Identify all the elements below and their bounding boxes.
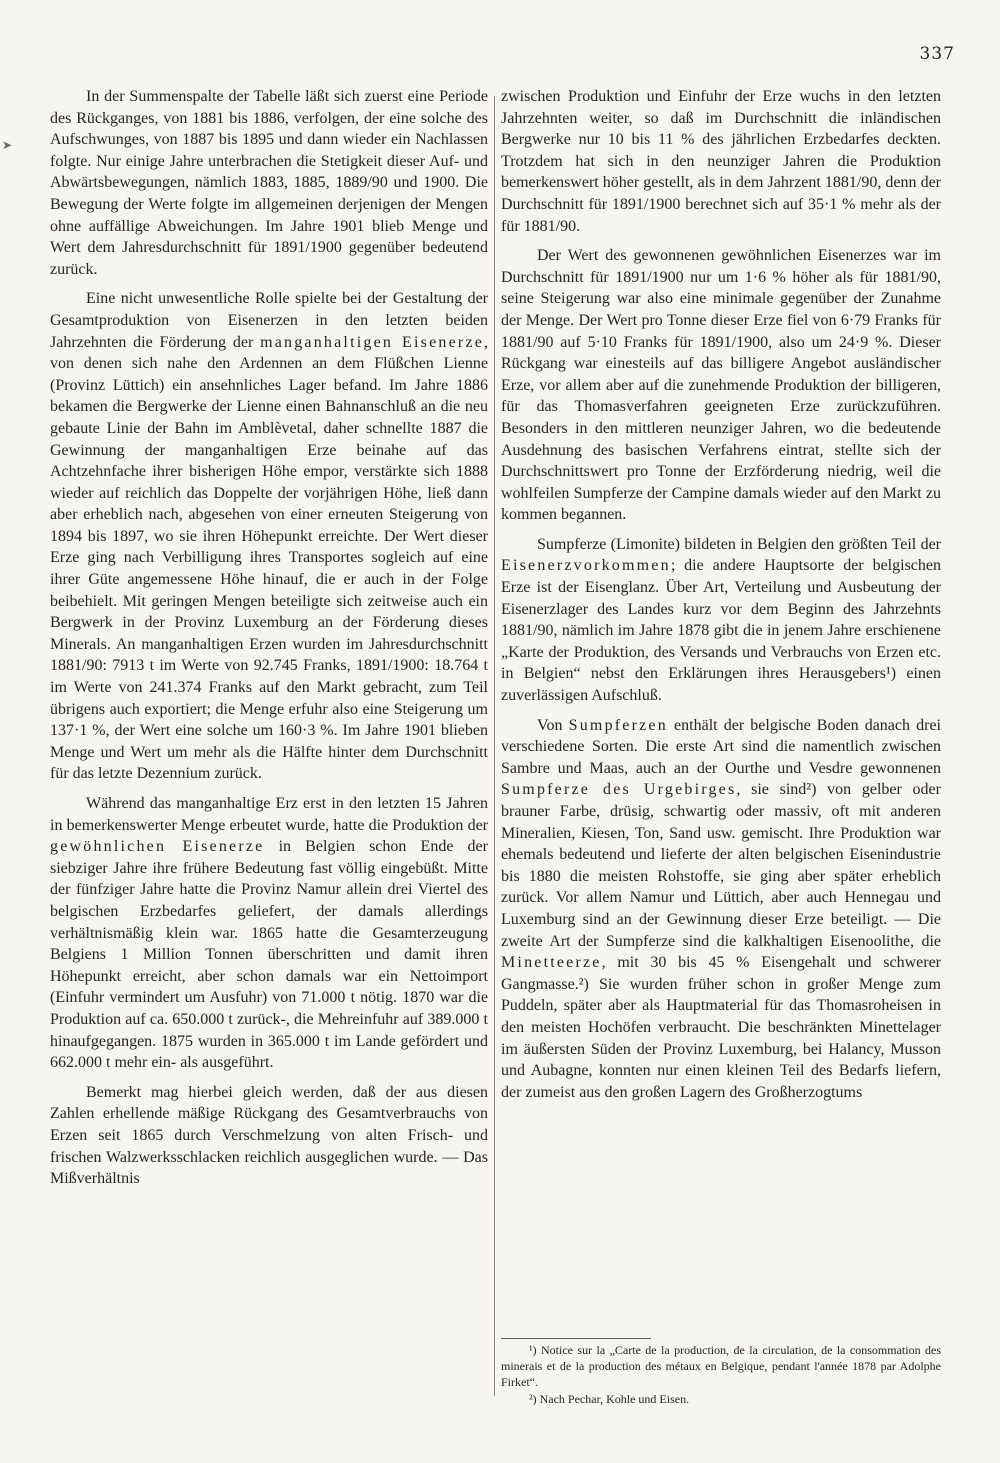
left-paragraph-2: Eine nicht unwesentliche Rolle spielte bei der Gestaltung der Gesamtproduktion von Eisenerzen in den letzten beiden Jahrzehnten die Förderung der manganhaltigen Eisenerze, von denen sich nahe den Ardennen an dem Flüßchen Lienne (Provinz Lüttich) ein ansehnliches Lager befand. Im Jahre 1886 bekamen die Bergwerke der Lienne einen Bahnanschluß an die neu gebaute Linie der Bahn im Amblèvetal, daher schnellte 1887 die Gewinnung der manganhaltigen Erze beinahe auf das Achtzehnfache ihrer bisherigen Höhe empor, verstärkte sich 1888 wieder auf reichlich das Doppelte der vorjährigen Höhe, ließ dann aber erheblich nach, abgesehen von einer erneuten Steigerung von 1894 bis 1897, wo sie ihren Höhepunkt erreichte. Der Wert dieser Erze ging nach Verbilligung ihres Transportes sogleich auf eine ihrer Güte angemessene Höhe hinauf, die er auch in der Folge beibehielt. Mit geringen Mengen beteiligte sich zeitweise auch ein Bergwerk in der Provinz Luxemburg an der Förderung dieses Minerals. An manganhaltigen Erzen wurden im Jahresdurchschnitt 1881/90: 7913 t im Werte von 92.745 Franks, 1891/1900: 18.764 t im Werte von 241.374 Franks auf den Markt gebracht, zum Teil übrigens auch exportiert; die Menge erfuhr also eine Steigerung um 137·1 %, der Wert eine solche um 160·3 %. Im Jahre 1901 blieben Menge und Wert um mehr als die Hälfte hinter dem Durchschnitt für das letzte Dezennium zurück.	[50, 290, 489, 783]
page-number: 337	[919, 44, 955, 64]
margin-arrow-mark: ➤	[2, 138, 13, 152]
left-paragraph-1: In der Summenspalte der Tabelle läßt sich zuerst eine Periode des Rückganges, von 1881 bis 1886, verfolgen, der eine solche des Aufschwunges, von 1887 bis 1895 und dann wieder ein Nachlassen folgte. Nur einige Jahre unterbrachen die Stetigkeit dieser Auf- und Abwärtsbewegungen, nämlich 1883, 1885, 1889/90 und 1900. Die Bewegung der Werte folgte im allgemeinen derjenigen der Mengen ohne auffällige Abweichungen. Im Jahre 1901 blieb Menge und Wert dem Jahresdurchschnitt für 1891/1900 gegenüber bedeutend zurück.	[50, 88, 488, 278]
footnote-1: ¹) Notice sur la „Carte de la production, de la circulation, de la consommation des minerais et de la production des métaux en Belgique, pendant l'année 1878 par Adolphe Firket“.	[501, 1343, 941, 1389]
footnote-2: ²) Nach Pechar, Kohle und Eisen.	[529, 1392, 690, 1406]
right-paragraph-4: Von Sumpferzen enthält der belgische Boden danach drei verschiedene Sorten. Die erste Art sind die namentlich zwischen Sambre und Maas, auch an der Ourthe und Vesdre gewonnenen Sumpferze des Urgebirges, sie sind²) von gelber oder brauner Farbe, drüsig, schwartig oder massiv, oft mit anderen Mineralien, Kiesen, Ton, Sand usw. gemischt. Ihre Produktion war ehemals bedeutend und lieferte der alten belgischen Eisenindustrie bis 1880 die meisten Rohstoffe, sie ging aber später erheblich zurück. Vor allem Namur und Lüttich, aber auch Hennegau und Luxemburg sind an der Gewinnung dieser Erze beteiligt. — Die zweite Art der Sumpferze sind die kalkhaltigen Eisenoolithe, die Minetteerze, mit 30 bis 45 % Eisengehalt und schwerer Gangmasse.²) Sie wurden früher schon in großer Menge zum Puddeln, später aber als Hauptmaterial für das Thomasroheisen in den meisten Hochöfen verbraucht. Die beschränkten Minettelager im äußersten Süden der Provinz Luxemburg, bei Halancy, Musson und Aubagne, konnten nur einen kleinen Teil des Bedarfs liefern, der zumeist aus den großen Lagern des Großherzogtums	[501, 716, 942, 1101]
left-paragraph-4: Bemerkt mag hierbei gleich werden, daß der aus diesen Zahlen erhellende mäßige Rückgang des Gesamtverbrauchs von Erzen seit 1865 durch Verschmelzung von alten Frisch- und frischen Walzwerksschlacken reichlich ausgeglichen wurde. — Das Mißverhältnis	[50, 1083, 488, 1188]
footnotes	[501, 1342, 941, 1408]
right-paragraph-3: Sumpferze (Limonite) bildeten in Belgien den größten Teil der Eisenerzvorkommen; die andere Hauptsorte der belgischen Erze ist der Eisenglanz. Über Art, Verteilung und Ausbeutung der Eisenerzlager des Landes kurz vor dem Beginn des Jahrzehnts 1881/90, nämlich im Jahre 1878 gibt die in jenem Jahre erschienene „Karte der Produktion, des Versands und Verbrauchs von Erzen etc. in Belgien“ nebst den Erklärungen ihres Herausgebers¹) einen zuverlässigen Aufschluß.	[501, 535, 941, 705]
right-column	[501, 86, 941, 1111]
left-column	[50, 86, 488, 1198]
right-paragraph-2: Der Wert des gewonnenen gewöhnlichen Eisenerzes war im Durchschnitt für 1891/1900 nur um 1·6 % höher als für 1881/90, seine Steigerung war also eine minimale gegenüber der Zunahme der Menge. Der Wert pro Tonne dieser Erze fiel von 6·79 Franks für 1881/90 auf 5·10 Franks für 1891/1900, also um 24·9 %. Dieser Rückgang war einesteils auf das billigere Angebot ausländischer Erze, vor allem aber auf die zunehmende Produktion der billigeren, für das Thomasverfahren geeigneten Erze zurückzuführen. Besonders in den mittleren neunziger Jahren, wo die bedeutende Ausdehnung des basischen Verfahrens eintrat, stellte sich der Durchschnittswert pro Tonne der Erzförderung niedrig, weil die wohlfeilen Sumpferze der Campine damals wieder auf den Markt zu kommen begannen.	[501, 247, 941, 524]
footnote-rule	[501, 1338, 651, 1339]
right-paragraph-1: zwischen Produktion und Einfuhr der Erze wuchs in den letzten Jahrzehnten weiter, so daß im Durchschnitt die inländischen Bergwerke nur 10 bis 11 % des jährlichen Erzbedarfes deckten. Trotzdem hat sich in den neunziger Jahren die Produktion bemerkenswert höher gestellt, als in dem Jahrzent 1881/90, denn der Durchschnitt für 1891/1900 berechnet sich auf 35·1 % mehr als der für 1881/90.	[501, 88, 941, 235]
column-divider	[494, 96, 495, 1396]
left-paragraph-3: Während das manganhaltige Erz erst in den letzten 15 Jahren in bemerkenswerter Menge erbeutet wurde, hatte die Produktion der gewöhnlichen Eisenerze in Belgien schon Ende der siebziger Jahre ihre frühere Bedeutung fast völlig eingebüßt. Mitte der fünfziger Jahre hatte die Provinz Namur allein drei Viertel des belgischen Erzbedarfes geliefert, der damals allerdings verhältnismäßig klein war. 1865 hatte die Gesamterzeugung Belgiens 1 Million Tonnen überschritten und damit ihren Höhepunkt erreicht, aber schon damals war ein Nettoimport (Einfuhr vermindert um Ausfuhr) von 71.000 t nötig. 1870 war die Produktion auf ca. 650.000 t zurück-, die Mehreinfuhr auf 389.000 t hinaufgegangen. 1875 wurden in 365.000 t im Lande gefördert und 662.000 t mehr ein- als ausgeführt.	[50, 795, 488, 1072]
